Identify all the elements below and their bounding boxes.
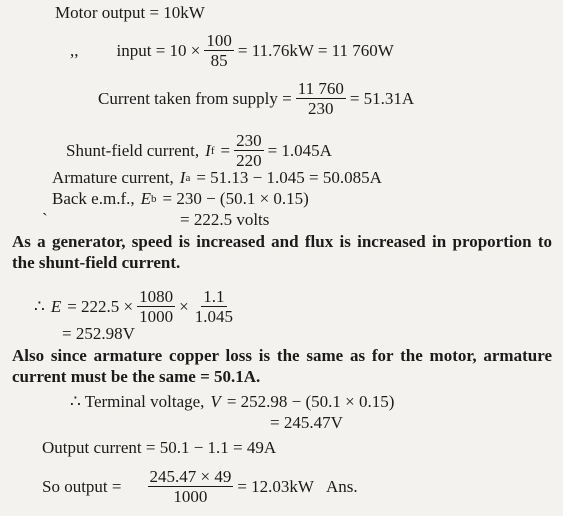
symbol-e: E [50, 296, 62, 316]
eq-motor-output-text: Motor output = 10kW [55, 3, 205, 22]
eq-terminal-voltage-result [270, 413, 343, 433]
equals-sign: = [220, 140, 231, 160]
eq-back-emf [52, 189, 309, 209]
subscript-b: b [151, 193, 157, 205]
eq-output-power-rhs: = 12.03kW [237, 476, 314, 496]
eq-shunt-field-current [66, 132, 332, 169]
eq-supply-current-rhs: = 51.31A [349, 88, 415, 108]
eq-shunt-result: = 1.045A [267, 140, 332, 160]
eq-supply-current [98, 80, 414, 117]
ditto-mark: ,, [70, 40, 79, 60]
eq-back-emf-result [180, 210, 269, 230]
fraction-11760-230 [296, 80, 346, 117]
eq-terminal-voltage-label: ∴ Terminal voltage, [70, 392, 205, 411]
fraction-denominator: 1000 [139, 307, 174, 326]
stray-mark-text: ` [42, 210, 48, 229]
subscript-f: f [210, 144, 215, 157]
eq-output-power [42, 468, 358, 505]
fraction-numerator: 230 [236, 131, 262, 150]
eq-motor-output [55, 3, 205, 23]
eq-motor-input [70, 32, 394, 69]
eq-armature-label: Armature current, [52, 168, 174, 187]
eq-motor-input-lhs: input = 10 × [116, 40, 201, 60]
paragraph-armature-loss [12, 345, 552, 387]
fraction-denominator: 220 [236, 151, 262, 170]
fraction-numerator: 1080 [139, 287, 174, 306]
symbol-v: V [210, 392, 221, 411]
paragraph-generator-speed-text: As a generator, speed is increased and flux is increased in proportion to the shunt-field current. [12, 232, 552, 272]
times-sign: × [179, 296, 189, 316]
fraction-numerator: 11 760 [297, 79, 344, 98]
symbol-i: I [179, 168, 186, 187]
eq-terminal-voltage-result-text: = 245.47V [270, 413, 343, 432]
subscript-a: a [185, 172, 191, 184]
eq-back-emf-result-text: = 222.5 volts [180, 210, 270, 229]
eq-back-emf-label: Back e.m.f., [52, 189, 135, 208]
eq-armature-rhs: = 51.13 − 1.045 = 50.085A [196, 168, 382, 187]
fraction-denominator: 1000 [173, 487, 208, 506]
fraction-numerator: 245.47 × 49 [149, 467, 232, 486]
paragraph-generator-speed [12, 231, 552, 273]
fraction-230-220 [234, 132, 264, 169]
fraction-1080-1000 [137, 288, 175, 325]
eq-shunt-label: Shunt-field current, [66, 140, 200, 160]
eq-armature-current [52, 168, 382, 188]
stray-mark [42, 210, 48, 230]
eq-generator-emf-result [62, 324, 135, 344]
fraction-numerator: 1.1 [203, 287, 225, 306]
symbol-i: I [205, 140, 211, 160]
fraction-denominator: 230 [308, 99, 334, 118]
eq-output-current [42, 438, 276, 458]
eq-output-current-text: Output current = 50.1 − 1.1 = 49A [42, 438, 277, 457]
fraction-100-85 [204, 32, 234, 69]
eq-generator-emf-result-text: = 252.98V [62, 324, 135, 343]
eq-motor-input-rhs: = 11.76kW = 11 760W [237, 40, 394, 60]
fraction-denominator: 85 [210, 51, 228, 70]
answer-marker: Ans. [325, 476, 358, 496]
symbol-e: E [140, 189, 151, 208]
therefore-symbol: ∴ [34, 296, 45, 316]
fraction-denominator: 1.045 [194, 307, 233, 326]
fraction-output-power [148, 468, 234, 505]
eq-output-power-lhs: So output = [42, 476, 122, 496]
eq-terminal-voltage [70, 392, 394, 412]
paragraph-armature-loss-text: Also since armature copper loss is the same as for the motor, armature current must be the same = 50.1A. [12, 346, 552, 386]
eq-back-emf-rhs: = 230 − (50.1 × 0.15) [162, 189, 309, 208]
eq-generator-emf-lhs: = 222.5 × [67, 296, 134, 316]
fraction-numerator: 100 [206, 31, 232, 50]
eq-terminal-voltage-rhs: = 252.98 − (50.1 × 0.15) [226, 392, 395, 411]
eq-supply-current-lhs: Current taken from supply = [98, 88, 292, 108]
eq-generator-emf [34, 288, 239, 325]
fraction-1.1-1.045 [193, 288, 235, 325]
